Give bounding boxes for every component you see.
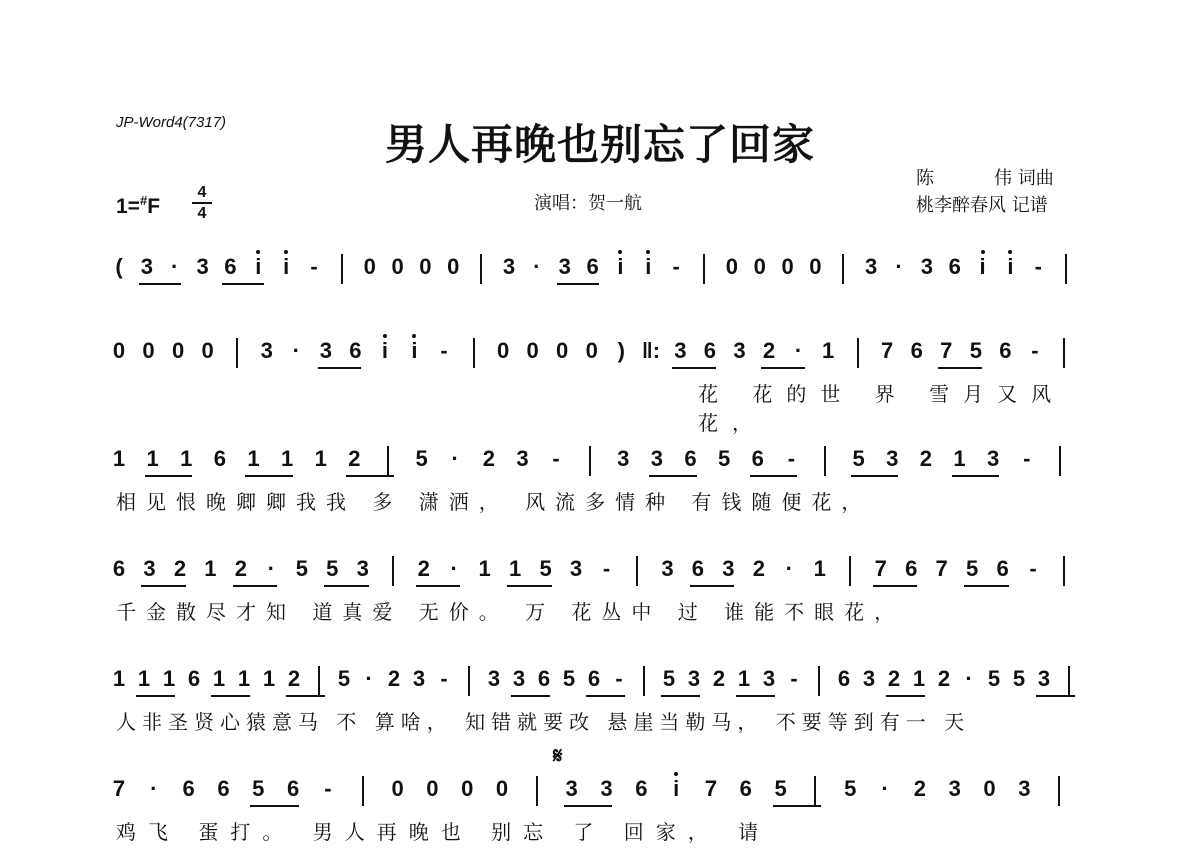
note: 0 (753, 254, 766, 279)
beam-underline (761, 367, 805, 369)
score-row (110, 664, 1090, 734)
note: · (171, 254, 179, 279)
note: - (1023, 446, 1031, 471)
barline (468, 666, 470, 696)
key-signature: 1=#F (116, 193, 161, 218)
beam-underline (672, 367, 716, 369)
note: - (1034, 254, 1042, 279)
beam-underline (851, 475, 899, 477)
note: 5 (295, 556, 308, 581)
note: 3 (1037, 666, 1051, 691)
note: 1 (162, 666, 176, 691)
note: · (451, 446, 459, 471)
note: 6 (224, 254, 237, 279)
note: - (1031, 338, 1039, 363)
note: 3 (319, 338, 332, 363)
barline (362, 776, 364, 806)
note: 3 (650, 446, 664, 471)
note: 1 (478, 556, 491, 581)
note: i (979, 254, 986, 279)
beam-underline (661, 695, 700, 697)
note: 3 (487, 666, 501, 691)
beam-underline (873, 585, 917, 587)
beam-underline (938, 367, 982, 369)
barline (643, 666, 645, 696)
beam-underline (222, 283, 264, 285)
note: 6 (948, 254, 961, 279)
note: 1 (280, 446, 294, 471)
note: 3 (920, 254, 933, 279)
note: 0 (142, 338, 155, 363)
beam-underline (416, 585, 460, 587)
note: 6 (217, 776, 230, 801)
note: 0 (391, 776, 404, 801)
note: 6 (703, 338, 717, 363)
note: 7 (940, 338, 953, 363)
note: - (324, 776, 332, 801)
note: 5 (562, 666, 576, 691)
note: 6 (349, 338, 362, 363)
note: i (283, 254, 290, 279)
note: 3 (687, 666, 701, 691)
beam-underline (233, 585, 277, 587)
note: 6 (586, 254, 599, 279)
note: 2 (417, 556, 430, 581)
note: · (965, 666, 973, 691)
note: 2 (234, 556, 247, 581)
barline (1065, 254, 1067, 284)
note: 5 (252, 776, 265, 801)
beam-underline (586, 695, 625, 697)
notes-line (110, 554, 1090, 598)
note: 6 (837, 666, 851, 691)
note: i (645, 254, 652, 279)
beam-underline (750, 475, 798, 477)
notes-line (110, 336, 1090, 380)
note: 5 (662, 666, 676, 691)
beam-underline (564, 805, 613, 807)
barline (1058, 776, 1060, 806)
note: - (787, 446, 796, 471)
beam-underline (250, 805, 299, 807)
note: 2 (173, 556, 187, 581)
note: 3 (886, 446, 899, 471)
note: 3 (558, 254, 571, 279)
note: 3 (865, 254, 878, 279)
note: · (267, 556, 275, 581)
note: 0 (201, 338, 214, 363)
note: 3 (661, 556, 674, 581)
note: 2 (482, 446, 495, 471)
note: 3 (140, 254, 153, 279)
note: 6 (910, 338, 923, 363)
note: 2 (712, 666, 726, 691)
lyrics-line: 相见恨晚卿卿我我 多 潇洒， 风流多情种 有钱随便花， (116, 490, 872, 514)
lyrics-line: 人非圣贤心猿意马 不 算啥， 知错就要改 悬崖当勒马， 不要等到有一 天 (116, 710, 971, 734)
note: 0 (725, 254, 738, 279)
note: 2 (913, 776, 927, 801)
notes-line (110, 444, 1090, 488)
note: 6 (587, 666, 601, 691)
beam-underline (507, 585, 551, 587)
note: 0 (426, 776, 439, 801)
note: · (533, 254, 541, 279)
note: 3 (512, 666, 526, 691)
note: - (790, 666, 798, 691)
barline (318, 666, 320, 696)
composer-credit: 陈 伟 词曲 (916, 168, 1054, 189)
note: ‖: (641, 338, 661, 363)
note: 3 (862, 666, 876, 691)
note: 7 (112, 776, 126, 801)
notes-line (110, 252, 1090, 296)
note: 6 (996, 556, 1009, 581)
note: 0 (781, 254, 794, 279)
note: 0 (556, 338, 569, 363)
note: · (150, 776, 158, 801)
barline (480, 254, 482, 284)
note: 5 (774, 776, 787, 801)
beam-underline (952, 475, 1000, 477)
note: 3 (412, 666, 426, 691)
note: 3 (600, 776, 613, 801)
note: · (365, 666, 373, 691)
beam-underline (245, 475, 293, 477)
note: 1 (314, 446, 327, 471)
note: 1 (508, 556, 522, 581)
beam-underline (324, 585, 368, 587)
note: 0 (496, 338, 510, 363)
segno-sign: 𝄋 (553, 744, 563, 769)
note: 7 (704, 776, 718, 801)
note: 3 (196, 254, 209, 279)
note: 1 (247, 446, 260, 471)
barline (387, 446, 389, 476)
note: 7 (935, 556, 948, 581)
note: 0 (419, 254, 432, 279)
beam-underline (139, 283, 181, 285)
note: 5 (415, 446, 428, 471)
barline (824, 446, 826, 476)
octave-dot (981, 250, 985, 254)
note: 3 (143, 556, 156, 581)
note: 0 (983, 776, 996, 801)
barline (341, 254, 343, 284)
barline (703, 254, 705, 284)
note: 6 (537, 666, 551, 691)
note: 0 (526, 338, 539, 363)
beam-underline (145, 475, 193, 477)
note: · (881, 776, 889, 801)
beam-underline (141, 585, 185, 587)
barline (636, 556, 638, 586)
note: 5 (337, 666, 351, 691)
note: · (292, 338, 300, 363)
note: 7 (881, 338, 894, 363)
note: 5 (844, 776, 857, 801)
note: 0 (391, 254, 404, 279)
note: 1 (112, 446, 126, 471)
note: 3 (356, 556, 369, 581)
note: 2 (387, 666, 401, 691)
note: ) (617, 338, 625, 363)
beam-underline (736, 695, 775, 697)
note: 1 (737, 666, 751, 691)
note: 0 (363, 254, 376, 279)
beam-underline (511, 695, 550, 697)
octave-dot (383, 334, 387, 338)
note: 1 (237, 666, 251, 691)
score-row (110, 252, 1090, 296)
note: 5 (966, 556, 979, 581)
score-row (110, 774, 1090, 844)
barline (589, 446, 591, 476)
note: 1 (112, 666, 126, 691)
note: 1 (953, 446, 966, 471)
beam-underline (690, 585, 734, 587)
note: 3 (674, 338, 687, 363)
singer-credit: 演唱：贺一航 (534, 193, 642, 214)
lyrics-line: 鸡飞 蛋打。 男人再晚也 别忘 了 回家， 请 (116, 820, 771, 844)
note: 0 (112, 338, 126, 363)
note: · (895, 254, 903, 279)
note: 2 (937, 666, 951, 691)
note: 2 (887, 666, 901, 691)
note: 0 (809, 254, 822, 279)
note: ( (115, 254, 123, 279)
note: 5 (969, 338, 982, 363)
note: i (617, 254, 624, 279)
barline (1068, 666, 1070, 696)
beam-underline (318, 367, 362, 369)
note: - (615, 666, 623, 691)
note: 3 (569, 556, 583, 581)
barline (842, 254, 844, 284)
score-row (110, 336, 1090, 435)
arranger-credit: 桃李醉春风 记谱 (916, 195, 1048, 216)
note: · (450, 556, 458, 581)
note: - (440, 338, 448, 363)
time-signature: 4 4 (192, 184, 212, 222)
beam-underline (211, 695, 250, 697)
note: 5 (1012, 666, 1026, 691)
note: 6 (635, 776, 648, 801)
note: 2 (919, 446, 933, 471)
note: 1 (212, 666, 226, 691)
note: i (255, 254, 262, 279)
note: 6 (112, 556, 126, 581)
notes-line (110, 664, 1090, 708)
beam-underline (557, 283, 599, 285)
note: 1 (821, 338, 835, 363)
note: 6 (213, 446, 226, 471)
score-row (110, 444, 1090, 514)
beam-underline (649, 475, 697, 477)
note: i (411, 338, 418, 363)
note: 2 (348, 446, 361, 471)
lyrics-line: 千金散尽才知 道真爱 无价。 万 花丛中 过 谁能不眼花， (116, 600, 905, 624)
note: · (794, 338, 803, 363)
note: 6 (999, 338, 1012, 363)
note: 3 (260, 338, 273, 363)
beam-underline (964, 585, 1008, 587)
note: 3 (1018, 776, 1031, 801)
note: 1 (204, 556, 217, 581)
note: 6 (182, 776, 195, 801)
note: 3 (516, 446, 529, 471)
note: 6 (751, 446, 764, 471)
note: 6 (691, 556, 705, 581)
note: i (673, 776, 680, 801)
note: - (1029, 556, 1037, 581)
note: 6 (286, 776, 300, 801)
notes-line (110, 774, 1090, 818)
barline (1063, 556, 1065, 586)
note: 3 (762, 666, 776, 691)
note: 2 (752, 556, 765, 581)
barline (392, 556, 394, 586)
note: - (310, 254, 318, 279)
barline (818, 666, 820, 696)
note: 1 (912, 666, 926, 691)
note: 7 (874, 556, 887, 581)
note: 2 (287, 666, 301, 691)
note: 1 (813, 556, 826, 581)
barline (857, 338, 859, 368)
barline (536, 776, 538, 806)
note: 6 (905, 556, 918, 581)
barline (1059, 446, 1061, 476)
note: 6 (187, 666, 201, 691)
score-row (110, 554, 1090, 624)
note: 0 (171, 338, 185, 363)
note: 0 (495, 776, 509, 801)
beam-underline (136, 695, 175, 697)
note: i (1007, 254, 1014, 279)
note: - (440, 666, 448, 691)
barline (849, 556, 851, 586)
note: · (785, 556, 793, 581)
barline (1063, 338, 1065, 368)
note: i (381, 338, 388, 363)
note: 3 (733, 338, 746, 363)
note: 5 (326, 556, 339, 581)
barline (473, 338, 475, 368)
note: - (552, 446, 560, 471)
note: 5 (852, 446, 865, 471)
note: 3 (987, 446, 1000, 471)
note: 0 (461, 776, 474, 801)
barline (814, 776, 816, 806)
note: 3 (948, 776, 961, 801)
note: 0 (447, 254, 460, 279)
note: 0 (585, 338, 598, 363)
note: 1 (180, 446, 193, 471)
note: 5 (718, 446, 731, 471)
note: 3 (565, 776, 578, 801)
note: 1 (146, 446, 159, 471)
note: 3 (502, 254, 516, 279)
note: 6 (684, 446, 697, 471)
note: 1 (137, 666, 151, 691)
barline (236, 338, 238, 368)
note: - (672, 254, 680, 279)
beam-underline (886, 695, 925, 697)
note: 5 (987, 666, 1001, 691)
note: 3 (617, 446, 630, 471)
note: - (602, 556, 611, 581)
lyrics-line: 花 花的世 界 雪月又风花， (698, 382, 1066, 435)
note: 2 (762, 338, 776, 363)
score-code: JP-Word4(7317) (116, 114, 227, 131)
note: 5 (539, 556, 552, 581)
song-title: 男人再晚也别忘了回家 (384, 120, 815, 169)
note: 1 (262, 666, 276, 691)
note: 3 (722, 556, 735, 581)
note: 6 (739, 776, 752, 801)
